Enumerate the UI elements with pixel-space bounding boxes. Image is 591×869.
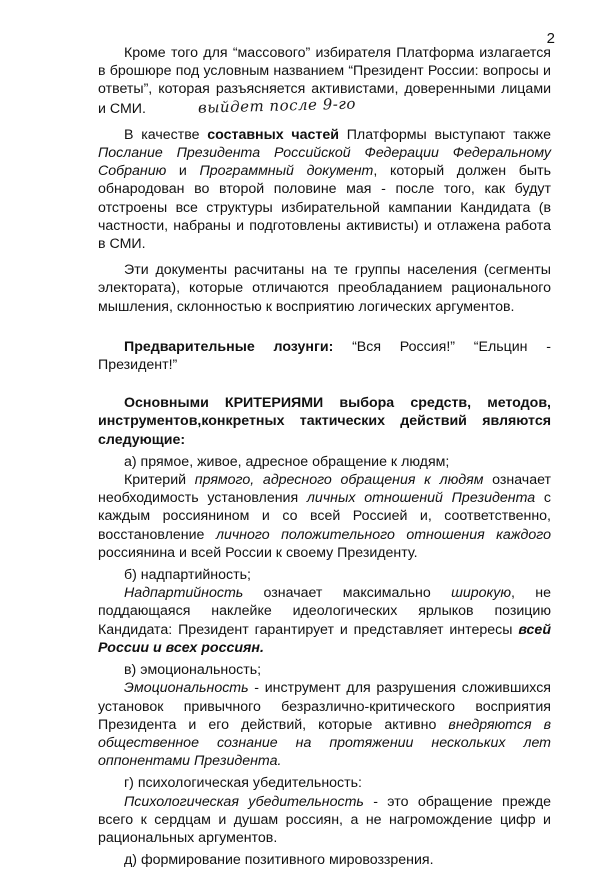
paragraph-slogans xyxy=(98,338,551,374)
text-run: Критерий xyxy=(124,472,195,489)
text-run: означает необходимость установления xyxy=(98,472,552,507)
text-run: - инструмент для разрушения сложившихся установок привычного безразлично-критического восприятия Президента и его действий, которые активно xyxy=(98,680,551,733)
text-run: Платформы выступают также xyxy=(338,126,551,143)
criterion-c: в) эмоциональность; xyxy=(124,662,262,679)
criterion-d: г) психологическая убедительность: xyxy=(124,775,362,792)
text-run: В качестве xyxy=(124,126,208,143)
text-run: , который должен быть обнародован во второй половине мая - после того, как будут отстроены все структуры избирательной кампании Кандидата (в частности, набраны и подготовлены активисты) и отлажена работа в СМИ. xyxy=(98,163,552,253)
criterion-d-description xyxy=(98,793,551,848)
criterion-b: б) надпартийность; xyxy=(124,567,251,584)
text-run: россиянина и всей России к своему Президенту. xyxy=(98,544,418,561)
handwritten-note: выйдет после 9-го xyxy=(197,94,357,117)
bold-run: составных частей xyxy=(207,126,339,143)
italic-run: Программный документ xyxy=(199,163,374,180)
text-run: Основными xyxy=(124,395,225,412)
paragraph-brochure-text: Кроме того для “массового” избирателя Платформа излагается в брошюре под условным названием “Президент России: вопросы и ответы”, которая разъясняется активистами, доверенными лицами и СМИ. xyxy=(98,45,551,117)
italic-run: широкую xyxy=(451,585,512,602)
criterion-b-description xyxy=(98,584,551,657)
bold-italic-run: всей России и всех россиян. xyxy=(98,621,551,656)
criterion-e: д) формирование позитивного мировоззрения. xyxy=(124,852,434,869)
criterion-a-description xyxy=(98,471,551,562)
paragraph-documents: Эти документы расчитаны на те группы населения (сегменты электората), которые отличаются преобладанием рационального мышления, склонностью к восприятию логических аргументов. xyxy=(98,262,551,315)
italic-run: личных отношений Президента xyxy=(306,490,536,507)
text-run: с каждым россиянином и со всей Россией и, соответственно, восстановление xyxy=(98,490,551,543)
italic-run: Психологическая убедительность xyxy=(124,793,364,810)
text-run: - это обращение прежде всего к сердцам и душам россиян, а не нагромождение цифр и рациональных аргументов. xyxy=(98,793,551,846)
bold-run: КРИТЕРИЯМИ xyxy=(224,395,324,412)
italic-run: Надпартийность xyxy=(124,585,244,602)
text-run: и xyxy=(166,163,200,180)
page-number: 2 xyxy=(546,30,555,47)
text-run: , не поддающаяся наклейке идеологических ярлыков позицию Кандидата: Президент гарантирует и представляет интересы xyxy=(98,585,552,638)
italic-run: личного положительного отношения каждого xyxy=(215,526,551,543)
text-run: означает максимально xyxy=(243,585,452,602)
italic-run: Послание Президента Российской Федерации Федеральному Собранию xyxy=(98,145,551,180)
italic-run: прямого, адресного обращения к людям xyxy=(194,472,484,489)
paragraph-components xyxy=(98,126,551,253)
italic-run: Эмоциональность xyxy=(124,680,249,697)
slogans-text: “Вся Россия!” “Ельцин - Президент!” xyxy=(98,338,552,374)
text-run: выбора средств, методов, инструментов,конкретных тактических действий являются следующие: xyxy=(98,395,551,448)
criterion-c-description xyxy=(98,679,551,770)
criteria-heading xyxy=(98,394,551,449)
italic-run: внедряются в общественное сознание на протяжении нескольких лет оппонентами Президента. xyxy=(98,716,551,770)
paragraph-brochure xyxy=(98,44,551,118)
slogans-label: Предварительные лозунги: xyxy=(124,338,334,355)
criterion-a: а) прямое, живое, адресное обращение к людям; xyxy=(124,453,450,470)
